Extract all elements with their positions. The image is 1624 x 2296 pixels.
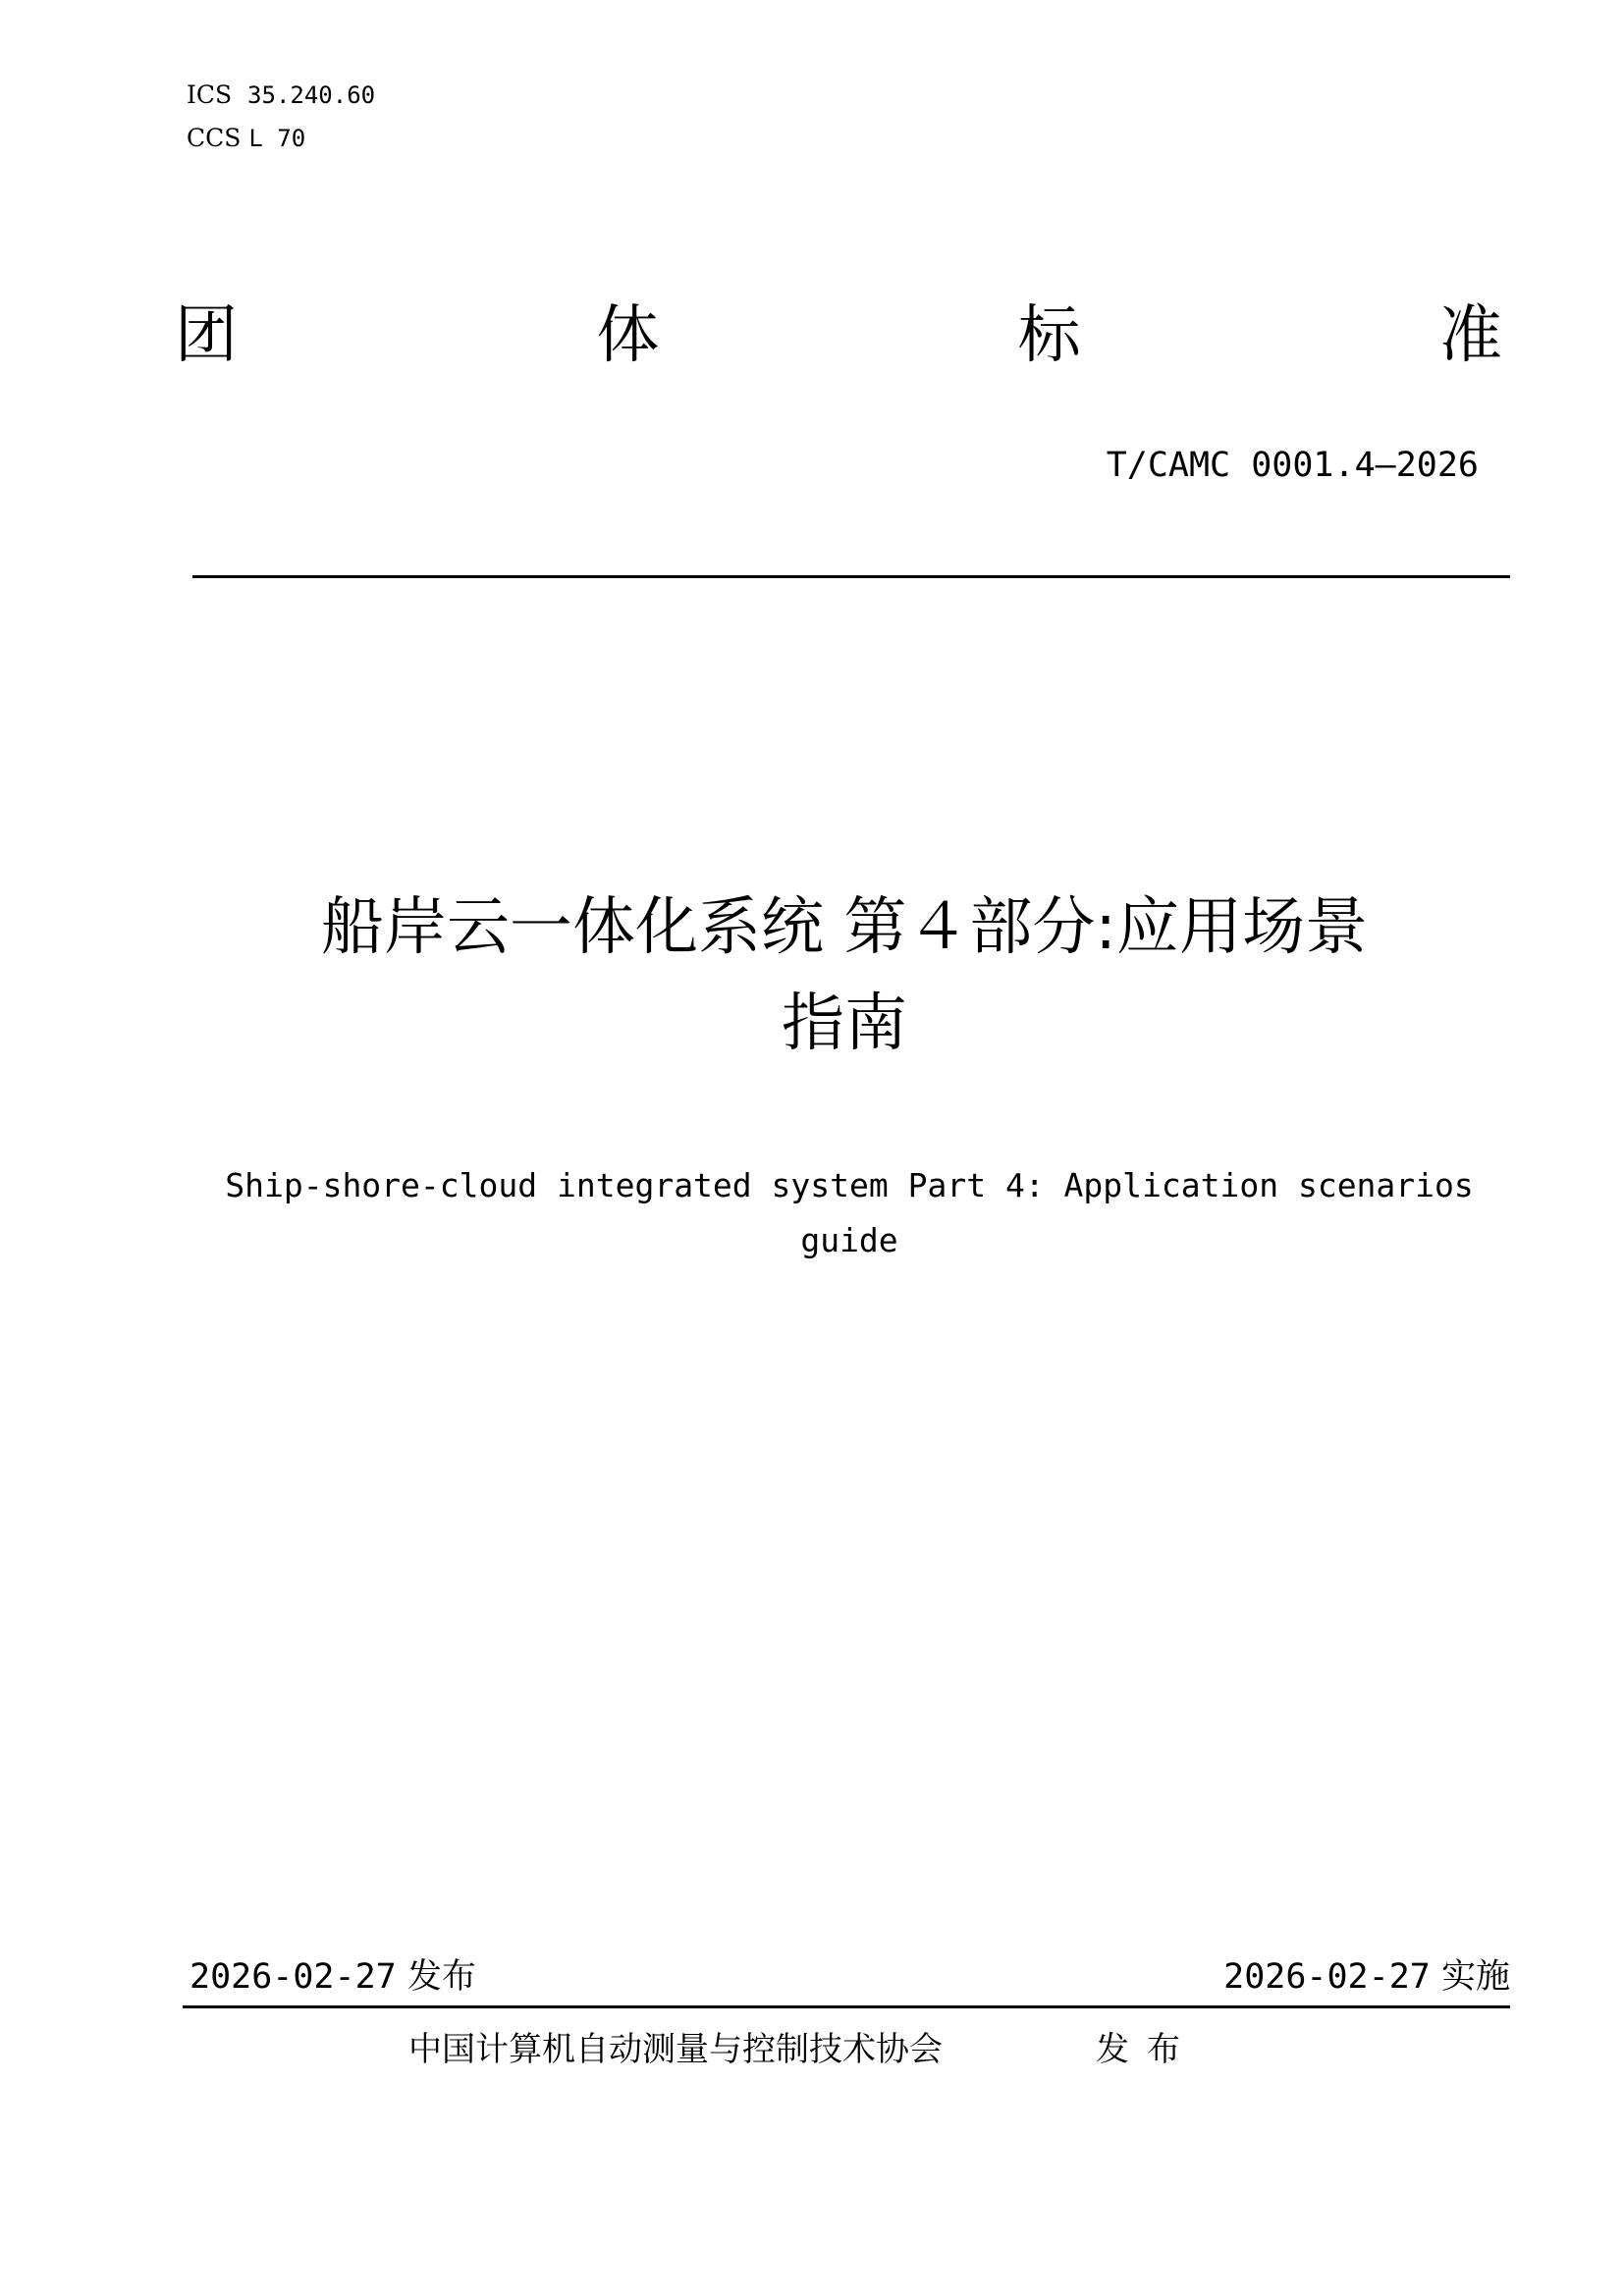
standard-type-heading xyxy=(175,299,1502,372)
implement-label: 实施 xyxy=(1440,1957,1510,1997)
top-divider xyxy=(192,575,1510,578)
implement-date: 2026-02-27 xyxy=(1223,1957,1431,1997)
ics-line xyxy=(187,80,375,109)
standard-type-char-4: 准 xyxy=(1438,299,1502,372)
standard-type-char-1: 团 xyxy=(175,299,238,372)
publish-date-line xyxy=(189,1949,476,1999)
title-zh-line-1: 船岸云一体化系统 第４部分:应用场景 xyxy=(321,891,1368,964)
document-title-en xyxy=(196,1158,1502,1268)
publisher-verb: 发布 xyxy=(1096,2030,1198,2069)
ccs-label: CCS xyxy=(187,124,242,152)
publish-date: 2026-02-27 xyxy=(189,1957,397,1997)
document-title-zh xyxy=(157,880,1532,1072)
standard-type-char-2: 体 xyxy=(596,299,660,372)
publisher-name: 中国计算机自动测量与控制技术协会 xyxy=(408,2030,943,2069)
publish-label: 发布 xyxy=(406,1957,476,1997)
standard-type-char-3: 标 xyxy=(1017,299,1081,372)
title-en-line-1: Ship-shore-cloud integrated system Part 4: Application scenarios xyxy=(225,1166,1474,1204)
ccs-code: L 70 xyxy=(248,125,306,152)
ics-code: 35.240.60 xyxy=(247,81,376,109)
bottom-divider xyxy=(183,2005,1510,2008)
ics-label: ICS xyxy=(187,80,233,109)
title-zh-line-2: 指南 xyxy=(782,988,907,1060)
standard-number: T/CAMC 0001.4—2026 xyxy=(1106,446,1479,485)
implement-date-line xyxy=(1223,1949,1510,1999)
title-en-line-2: guide xyxy=(800,1221,898,1259)
ccs-line xyxy=(187,124,305,152)
